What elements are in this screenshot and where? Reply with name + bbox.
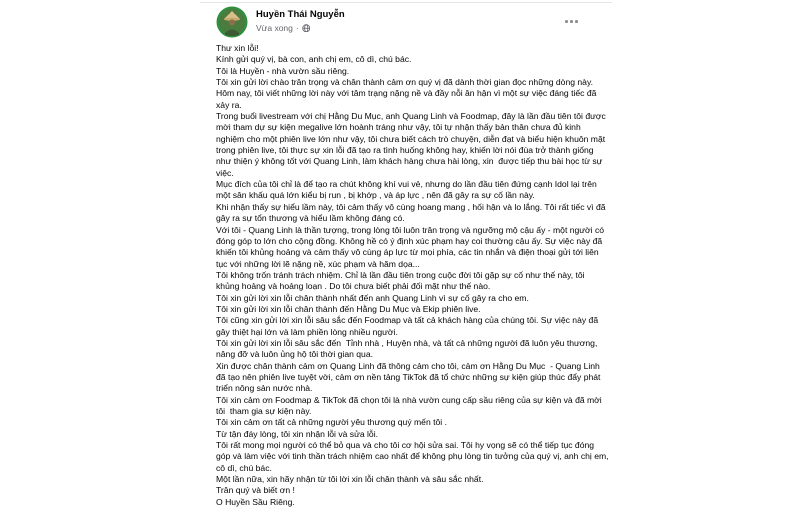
post-card xyxy=(200,2,612,508)
post-text xyxy=(216,43,610,508)
farmer-avatar-image xyxy=(216,6,248,38)
timestamp[interactable]: Vừa xong xyxy=(256,23,293,33)
post-paragraph: Từ tận đáy lòng, tôi xin nhận lỗi và sửa lỗi. xyxy=(216,428,378,439)
post-paragraph: Tôi cũng xin gửi lời xin lỗi sâu sắc đến Foodmap và tất cả khách hàng của chúng tôi. Sự việc này đã gây thiệt hại lớn và làm phiền lòng nhiều người. xyxy=(216,315,601,337)
post-paragraph: Trong buổi livestream với chị Hằng Du Mục, anh Quang Linh và Foodmap, đây là lần đầu tiên tôi được mời tham dự sự kiện megalive lớn hoành tráng như vậy, tôi tự nhận thấy bản thân chưa đủ kinh nghiệm cho một phiên live lớn như vậy, tôi chưa biết cách trò chuyện, diễn đạt và biểu hiện khuôn mặt trong phiên live, tôi thực sự xin lỗi đã tạo ra tình huống không hay, khiến lời nói đùa trở thành giống như thiện ý không tốt với Quang Linh, làm khách hàng chưa hài lòng, xin được tiếp thu bài học từ sự việc. xyxy=(216,111,609,178)
post-paragraph: Tôi là Huyền - nhà vườn sầu riêng. xyxy=(216,65,350,76)
post-paragraph: Tôi xin gửi lời chào trân trọng và chân thành cảm ơn quý vị đã dành thời gian đọc những dòng này. Hôm nay, tôi viết những lời này với tâm trạng nặng nề và đầy nỗi ân hận vì một sự việc đáng tiếc đã xảy ra. xyxy=(216,77,599,110)
post-paragraph: Kính gửi quý vị, bà con, anh chị em, cô dì, chú bác. xyxy=(216,54,412,65)
avatar[interactable] xyxy=(216,6,248,38)
post-paragraph: Mục đích của tôi chỉ là để tạo ra chút không khí vui vẻ, nhưng do lần đầu tiên đứng cạnh Idol lại trên một sân khấu quá lớn kiểu bị run , bị khớp , và áp lực , nên đã gây ra sự cố lần này. xyxy=(216,179,600,201)
post-paragraph: Thư xin lỗi! xyxy=(216,43,259,53)
post-paragraph: Tôi không trốn tránh trách nhiệm. Chỉ là lần đầu tiên trong cuộc đời tôi gặp sự cố như thế này, tôi khủng hoảng và hoảng loạn . Do tôi chưa biết phải đối mặt như thế nào. xyxy=(216,269,587,292)
meta-separator: · xyxy=(295,23,299,33)
post-paragraph: O Huyền Sầu Riêng. xyxy=(216,496,295,507)
header-meta xyxy=(256,6,345,33)
ellipsis-icon xyxy=(565,20,568,23)
ellipsis-icon xyxy=(575,20,578,23)
post-paragraph: Với tôi - Quang Linh là thần tượng, trong lòng tôi luôn trân trọng và ngưỡng mộ cậu ấy - một người có đóng góp to lớn cho cộng đồng. Không hề có ý định xúc phạm hay coi thường cậu ấy. Sự việc này đã khiến tôi khủng hoảng và cảm thấy vô cùng áp lực từ mọi phía, các tin nhắn và điện thoại gửi tới liên tục với những lời lẽ nặng nề, xúc phạm và hăm dọa... xyxy=(216,224,607,269)
post-paragraph: Trân quý và biết ơn ! xyxy=(216,485,295,496)
post-paragraph: Tôi xin cảm ơn tất cả những người yêu thương quý mến tôi . xyxy=(216,417,447,428)
author-name[interactable]: Huyền Thái Nguyễn xyxy=(256,9,345,20)
ellipsis-icon xyxy=(570,20,573,23)
post-paragraph: Tôi rất mong mọi người có thể bỏ qua và cho tôi cơ hội sửa sai. Tôi hy vọng sẽ có thể tiếp tục đóng góp và làm việc với tinh thần trách nhiệm cao nhất để không phụ lòng tin tưởng của quý vị, anh chị em, cô dì, chú bác. xyxy=(216,440,611,473)
post-paragraph: Tôi xin gửi lời xin lỗi chân thành nhất đến anh Quang Linh vì sự cố gây ra cho em. xyxy=(216,292,529,303)
globe-icon xyxy=(302,24,311,33)
post-paragraph: Tôi xin cảm ơn Foodmap & TikTok đã chọn tôi là nhà vườn cung cấp sầu riêng của sự kiện và đã mời tôi tham gia sự kiện này. xyxy=(216,394,605,416)
post-paragraph: Tôi xin gửi lời xin lỗi chân thành đến Hằng Du Mục và Ekip phiên live. xyxy=(216,303,481,314)
post-header xyxy=(216,6,610,41)
post-paragraph: Tôi xin gửi lời xin lỗi sâu sắc đến Tỉnh nhà , Huyện nhà, và tất cả những người đã luôn yêu thương, nâng đỡ và luôn ủng hộ tôi thời gian qua. xyxy=(216,337,600,360)
post-paragraph: Xin được chân thành cảm ơn Quang Linh đã thông cảm cho tôi, cảm ơn Hằng Du Mục - Quang Linh đã tạo nên phiên live tuyệt vời, cảm ơn nền tảng TikTok đã tổ chức những sự kiện giúp thúc đẩy phát triển nông sản nước nhà. xyxy=(216,360,603,394)
post-paragraph: Một lần nữa, xin hãy nhận từ tôi lời xin lỗi chân thành và sâu sắc nhất. xyxy=(216,474,484,485)
post-meta-row xyxy=(256,23,345,33)
more-options-button[interactable] xyxy=(561,16,582,27)
post-paragraph: Khi nhận thấy sự hiểu lầm này, tôi cảm thấy vô cùng hoang mang , hối hận và lo lắng. Tôi rất tiếc vì đã gây ra sự tổn thương và hiểu lầm không đáng có. xyxy=(216,201,608,224)
